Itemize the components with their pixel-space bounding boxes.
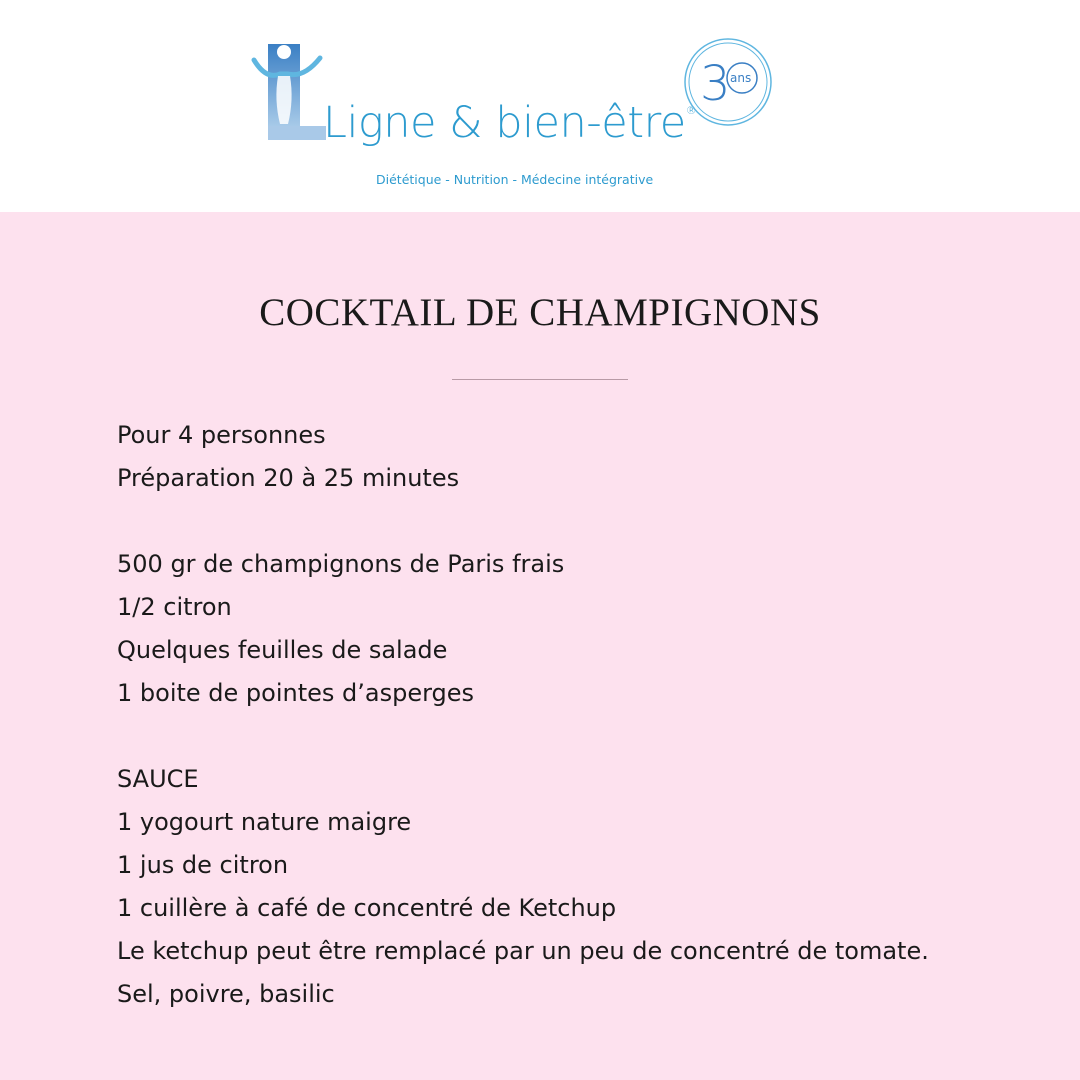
anniversary-word: ans: [730, 71, 752, 85]
spacer: [117, 715, 929, 758]
prep-time: Préparation 20 à 25 minutes: [117, 464, 460, 492]
ingredient-item: 500 gr de champignons de Paris frais: [117, 550, 565, 578]
recipe-panel: [0, 212, 1080, 1080]
sauce-item: 1 jus de citron: [117, 851, 289, 879]
sauce-item: 1 yogourt nature maigre: [117, 808, 412, 836]
ingredient-item: 1/2 citron: [117, 593, 232, 621]
anniversary-number: 3: [700, 56, 731, 112]
sauce-item: Sel, poivre, basilic: [117, 980, 335, 1008]
sauce-item: 1 cuillère à café de concentré de Ketchup: [117, 894, 617, 922]
servings: Pour 4 personnes: [117, 421, 326, 449]
brand-tagline: Diététique - Nutrition - Médecine intégrative: [376, 172, 654, 187]
ingredient-item: 1 boite de pointes d’asperges: [117, 679, 475, 707]
recipe-body: [117, 414, 929, 1016]
header: [0, 0, 1080, 212]
recipe-title: COCKTAIL DE CHAMPIGNONS: [259, 291, 821, 334]
sauce-heading: SAUCE: [117, 765, 199, 793]
ingredient-item: Quelques feuilles de salade: [117, 636, 448, 664]
person-figure-icon: [248, 40, 328, 148]
registered-mark: ®: [685, 104, 697, 117]
spacer: [117, 500, 929, 543]
anniversary-badge-icon: [682, 36, 774, 128]
brand-name: Ligne & bien-être: [323, 98, 686, 148]
sauce-item: Le ketchup peut être remplacé par un peu de concentré de tomate.: [117, 937, 929, 965]
title-divider: [452, 379, 628, 380]
brand-logo: [248, 36, 778, 196]
